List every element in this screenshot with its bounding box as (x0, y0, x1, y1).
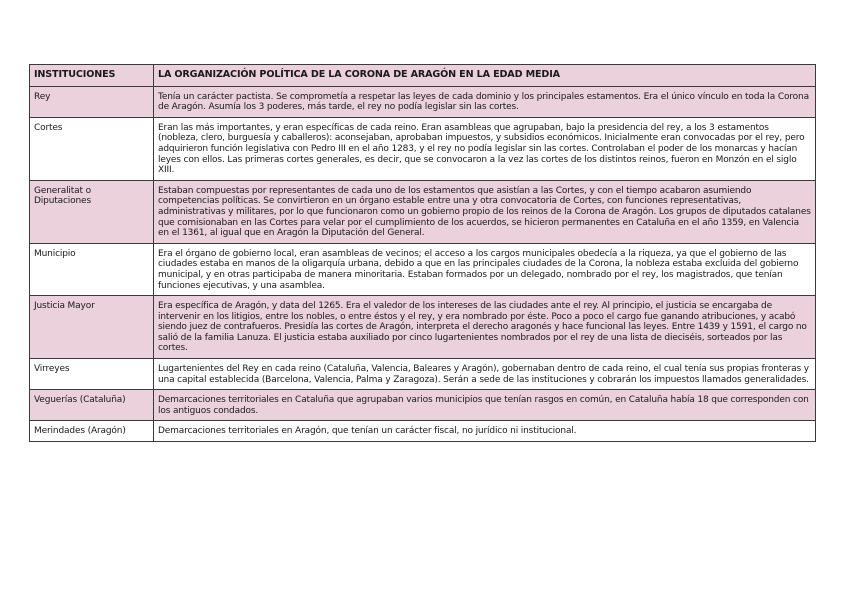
table-row-cortes (30, 117, 816, 180)
table-row-justicia-mayor (30, 296, 816, 359)
institution-name: Veguerías (Cataluña) (30, 390, 154, 421)
institution-name: Generalitat o Diputaciones (30, 180, 154, 243)
institution-name: Virreyes (30, 359, 154, 390)
table-row-veguerias (30, 390, 816, 421)
header-organization: LA ORGANIZACIÓN POLÍTICA DE LA CORONA DE ARAGÓN EN LA EDAD MEDIA (154, 65, 816, 87)
table-row-virreyes (30, 359, 816, 390)
table-header-row (30, 65, 816, 87)
institution-description: Eran las más importantes, y eran específicas de cada reino. Eran asambleas que agrupaban, bajo la presidencia del rey, a los 3 estamentos (nobleza, clero, burguesía y caballeros): aconsejaban, aprobaban impuestos, y subsidios económicos. Inicialmente eran convocadas por el rey, pero adquirieron función legislativa con Pedro III en el año 1283, y el rey no podía legislar sin las cortes. Controlaban el poder de los monarcas y hacían leyes con ellos. Las primeras cortes generales, es decir, que se convocaron a la vez las cortes de los distintos reinos, fueron en Monzón en el siglo XIII. (154, 117, 816, 180)
institution-name: Merindades (Aragón) (30, 421, 154, 442)
institution-description: Demarcaciones territoriales en Cataluña que agrupaban varios municipios que tenían rasgos en común, en Cataluña había 18 que corresponden con los antiguos condados. (154, 390, 816, 421)
institution-description: Demarcaciones territoriales en Aragón, que tenían un carácter fiscal, no jurídico ni institucional. (154, 421, 816, 442)
institution-name: Rey (30, 86, 154, 117)
institution-description: Era específica de Aragón, y data del 1265. Era el valedor de los intereses de las ciudades ante el rey. Al principio, el justicia se encargaba de intervenir en los litigios, entre los nobles, o entre éstos y el rey, y era nombrado por éste. Poco a poco el cargo fue ganando atribuciones, y acabó siendo juez de contrafueros. Presidía las cortes de Aragón, interpreta el derecho aragonés y hace funcional las leyes. Entre 1439 y 1591, el cargo no salió de la familia Lanuza. El justicia estaba auxiliado por cinco lugartenientes nombrados por el rey de una lista de dieciséis, sorteados por las cortes. (154, 296, 816, 359)
table-row-rey (30, 86, 816, 117)
header-institutions: INSTITUCIONES (30, 65, 154, 87)
institution-description: Lugartenientes del Rey en cada reino (Cataluña, Valencia, Baleares y Aragón), gobernaban dentro de cada reino, el cual tenía sus propias fronteras y una capital establecida (Barcelona, Valencia, Palma y Zaragoza). Serán a sede de las instituciones y cobrarán los impuestos llamados generalidades. (154, 359, 816, 390)
table-row-merindades (30, 421, 816, 442)
table-row-generalitat (30, 180, 816, 243)
institution-description: Tenía un carácter pactista. Se comprometía a respetar las leyes de cada dominio y los principales estamentos. Era el único vínculo en toda la Corona de Aragón. Asumía los 3 poderes, más tarde, el rey no podía legislar sin las cortes. (154, 86, 816, 117)
institution-name: Municipio (30, 243, 154, 295)
institutions-table (29, 64, 816, 442)
institution-description: Era el órgano de gobierno local, eran asambleas de vecinos; el acceso a los cargos municipales obedecía a la riqueza, ya que el gobierno de las ciudades estaba en manos de la oligarquía urbana, debido a que en las principales ciudades de la Corona, la nobleza estaba excluida del gobierno municipal, y en otras participaba de manera minoritaria. Estaban formados por un delegado, nombrado por el rey, los magistrados, que tenían funciones ejecutivas, y una asamblea. (154, 243, 816, 295)
institution-name: Cortes (30, 117, 154, 180)
institution-description: Estaban compuestas por representantes de cada uno de los estamentos que asistían a las Cortes, y con el tiempo acabaron asumiendo competencias políticas. Se convirtieron en un órgano estable entre una y otra convocatoria de Cortes, con funciones representativas, administrativas y militares, por lo que funcionaron como un gobierno propio de los reinos de la Corona de Aragón. Los grupos de diputados catalanes que comisionaban en las Cortes para velar por el cumplimiento de los acuerdos, se hicieron permanentes en Cataluña en el año 1359, en Valencia en el 1361, al igual que en Aragón la Diputación del General. (154, 180, 816, 243)
institution-name: Justicia Mayor (30, 296, 154, 359)
table-row-municipio (30, 243, 816, 295)
